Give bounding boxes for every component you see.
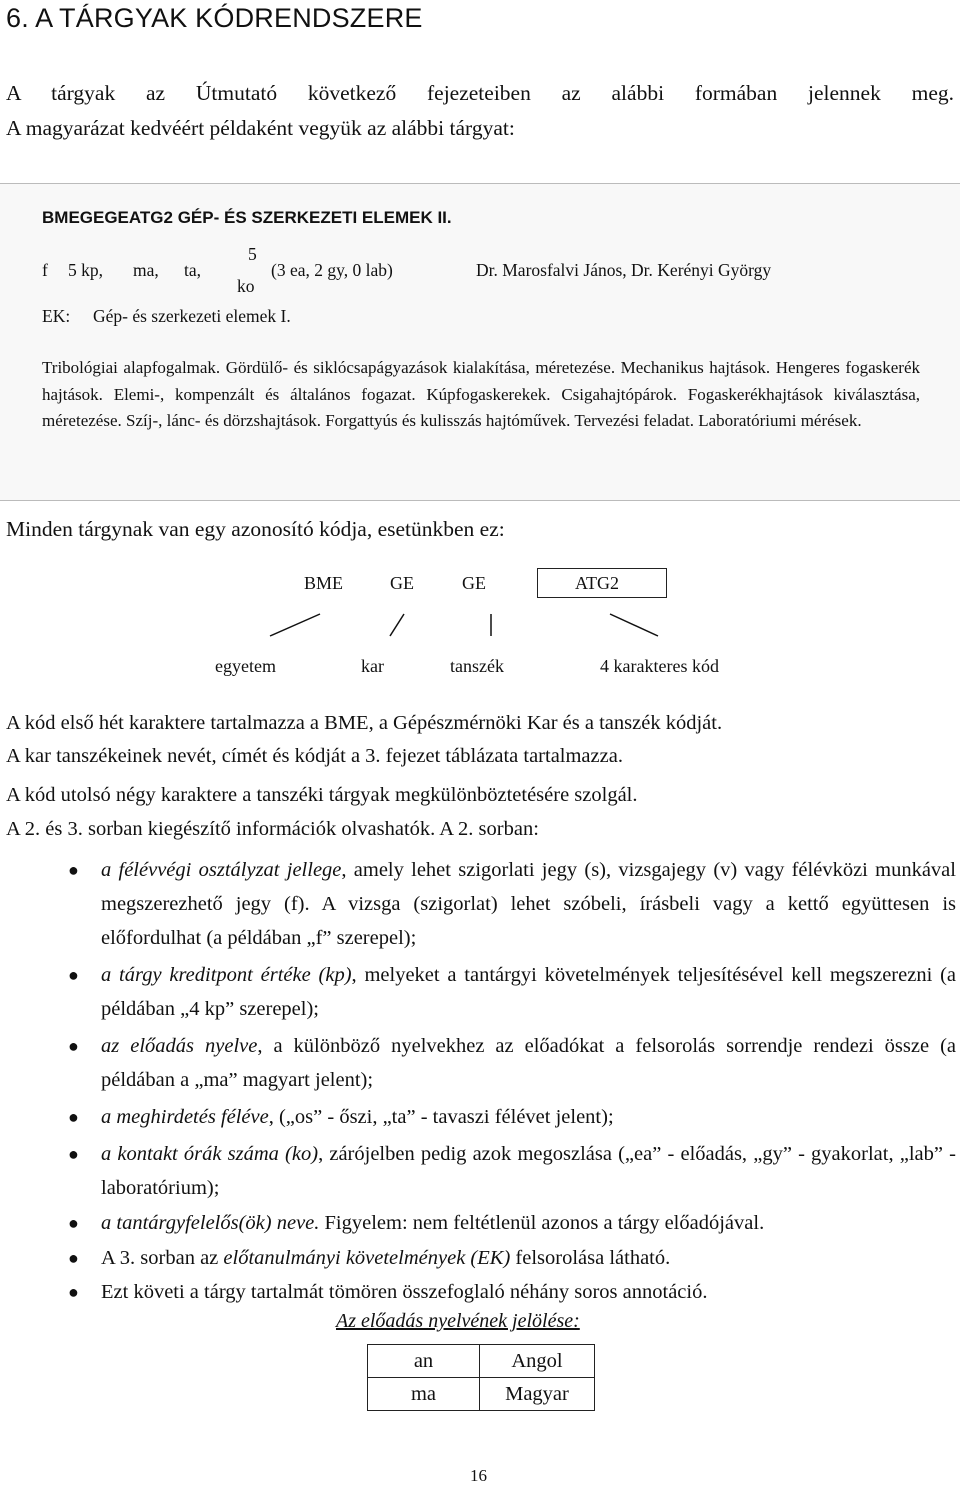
language-table-caption: Az előadás nyelvének jelölése:	[336, 1310, 580, 1332]
course-title: BMEGEGEATG2 GÉP- ÉS SZERKEZETI ELEMEK II.	[42, 208, 452, 227]
code-part-course: ATG2	[575, 573, 619, 593]
intro-line-2: A magyarázat kedvéért példaként vegyük az alábbi tárgyat:	[6, 116, 515, 140]
connector-line-university	[270, 614, 320, 636]
bullet-dot-icon: ●	[68, 1248, 79, 1268]
paragraph-1: A kód első hét karaktere tartalmazza a BME, a Gépészmérnöki Kar és a tanszék kódját.	[6, 712, 723, 734]
course-hours-breakdown: (3 ea, 2 gy, 0 lab)	[271, 260, 393, 280]
code-label-faculty: kar	[361, 656, 384, 676]
code-part-university: BME	[304, 573, 344, 593]
bullet-item: ● a kontakt órák száma (ko), zárójelben pedig azok megoszlása („ea” - előadás, „gy” - gyakorlat, „lab” - laboratórium);	[0, 1137, 960, 1205]
course-prereq-value: Gép- és szerkezeti elemek I.	[93, 306, 291, 326]
code-label-course: 4 karakteres kód	[600, 656, 719, 676]
bullet-dot-icon: ●	[68, 1144, 79, 1164]
course-grade: f	[42, 260, 48, 280]
course-lecturers: Dr. Marosfalvi János, Dr. Kerényi György	[476, 260, 772, 280]
bullet-item: ● Ezt követi a tárgy tartalmát tömören összefoglaló néhány soros annotáció.	[0, 1275, 960, 1309]
code-label-university: egyetem	[215, 656, 276, 676]
code-label-department: tanszék	[450, 656, 504, 676]
language-table	[367, 1344, 595, 1411]
bullet-item: ● az előadás nyelve, a különböző nyelvekhez az előadókat a felsorolás sorrendje rendezi össze (a példában a „ma” magyart jelent);	[0, 1029, 960, 1097]
table-row	[368, 1378, 595, 1411]
table-row	[368, 1345, 595, 1378]
bullet-dot-icon: ●	[68, 1107, 79, 1127]
course-prereq-label: EK:	[42, 306, 71, 326]
bullet-item: ● A 3. sorban az előtanulmányi követelmények (EK) felsorolása látható.	[0, 1241, 960, 1275]
info-bullet-list	[0, 853, 960, 1309]
bullet-dot-icon: ●	[68, 965, 79, 985]
bullet-item: ● a tantárgyfelelős(ök) neve. Figyelem: nem feltétlenül azonos a tárgy előadójával.	[0, 1206, 960, 1240]
language-code: ma	[368, 1378, 480, 1411]
bullet-item: ● a tárgy kreditpont értéke (kp), melyeket a tantárgyi követelmények teljesítésével kell megszerezni (a példában „4 kp” szerepel);	[0, 958, 960, 1026]
paragraph-3: A kód utolsó négy karaktere a tanszéki tárgyak megkülönböztetésére szolgál.	[6, 784, 638, 806]
course-language: ma,	[133, 260, 159, 280]
code-part-department: GE	[462, 573, 486, 593]
bullet-item: ● a meghirdetés féléve, („os” - őszi, „ta” - tavaszi félévet jelent);	[0, 1100, 960, 1134]
paragraph-4: A 2. és 3. sorban kiegészítő információk olvashatók. A 2. sorban:	[6, 818, 539, 840]
code-part-faculty: GE	[390, 573, 414, 593]
bullet-dot-icon: ●	[68, 1282, 79, 1302]
bullet-dot-icon: ●	[68, 860, 79, 880]
connector-line-course	[610, 614, 658, 636]
connector-line-faculty	[390, 614, 404, 636]
bullet-dot-icon: ●	[68, 1213, 79, 1233]
paragraph-2: A kar tanszékeinek nevét, címét és kódját a 3. fejezet táblázata tartalmazza.	[6, 745, 623, 767]
intro-line-1: A tárgyak az Útmutató következő fejezeteiben az alábbi formában jelennek meg.	[6, 81, 954, 105]
chapter-heading: 6. A TÁRGYAK KÓDRENDSZERE	[6, 3, 423, 33]
code-connector-lines	[0, 0, 960, 700]
language-code: an	[368, 1345, 480, 1378]
course-semester: ta,	[184, 260, 202, 280]
course-hours-total: 5	[248, 244, 257, 264]
language-name: Magyar	[480, 1378, 595, 1411]
course-credits: 5 kp,	[68, 260, 103, 280]
language-name: Angol	[480, 1345, 595, 1378]
bullet-item: ● a félévvégi osztályzat jellege, amely lehet szigorlati jegy (s), vizsgajegy (v) vagy félévközi munkával megszerezhető jegy (f). A vizsga (szigorlat) lehet szóbeli, írásbeli vagy a kettő együttesen is előfordulhat (a példában „f” szerepel);	[0, 853, 960, 955]
bullet-dot-icon: ●	[68, 1036, 79, 1056]
course-hours-label: ko	[237, 276, 255, 296]
course-annotation: Tribológiai alapfogalmak. Gördülő- és siklócsapágyazások kialakítása, méretezése. Mechanikus hajtások. Hengeres fogaskerék hajtások. Elemi-, kompenzált és általános fogazat. Kúpfogaskerekek. Csigahajtópárok. Fogaskerékhajtások kiválasztása, méretezése. Szíj-, lánc- és dörzshajtások. Forgattyús és kulisszás hajtóművek. Tervezési feladat. Laboratóriumi mérések.	[42, 358, 920, 430]
page-number: 16	[470, 1466, 487, 1485]
code-intro: Minden tárgynak van egy azonosító kódja, esetünkben ez:	[6, 517, 505, 541]
